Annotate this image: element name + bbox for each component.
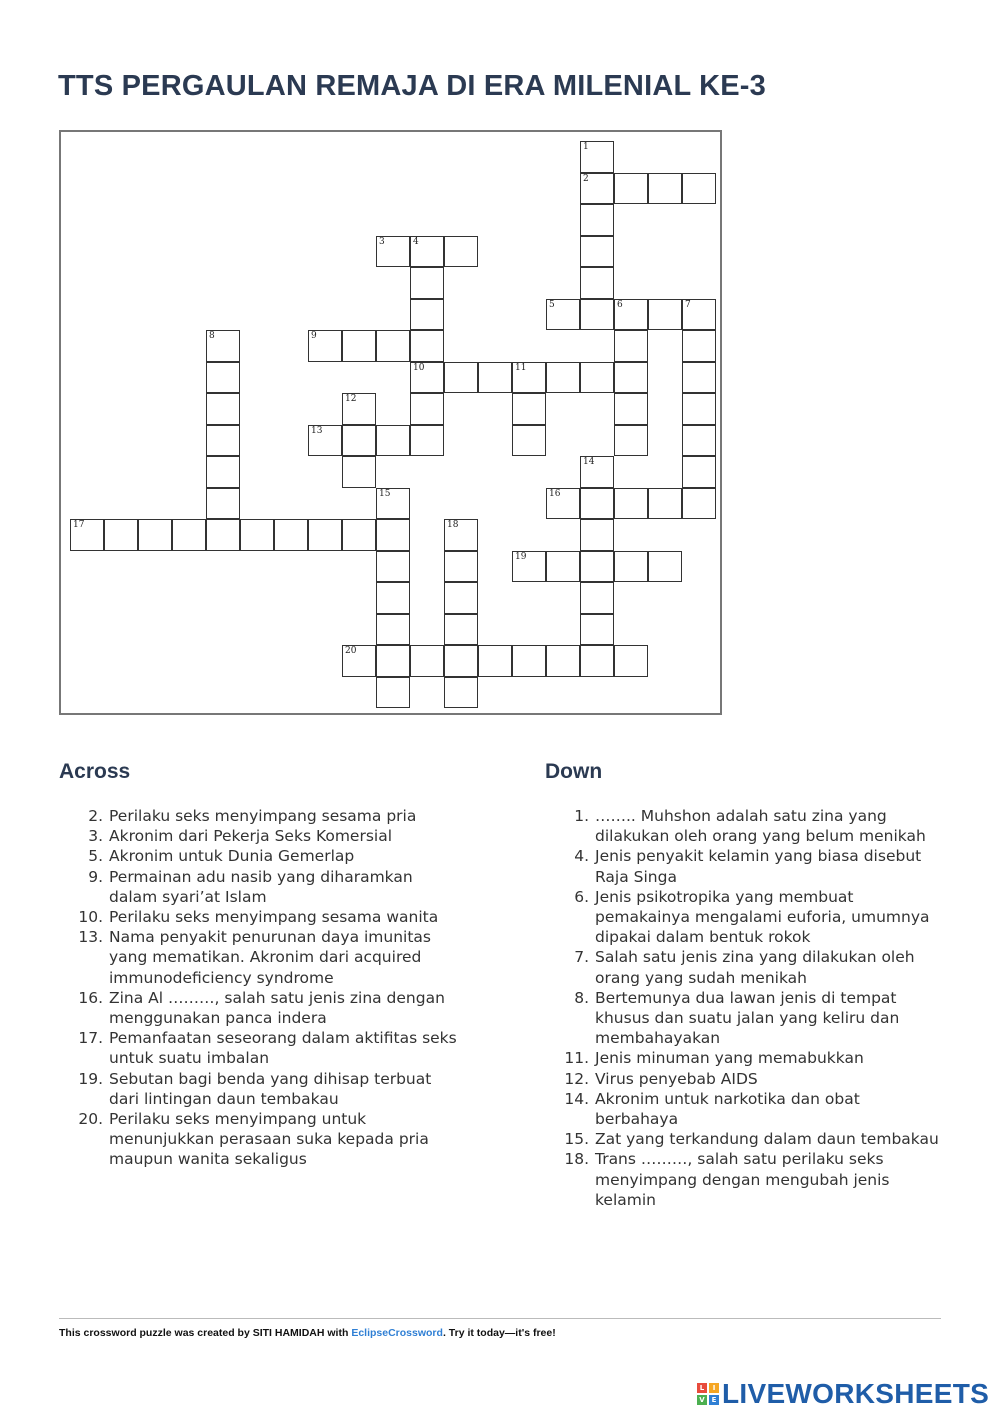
clue-number: 1.: [574, 807, 589, 825]
clue-text: Perilaku seks menyimpang sesama wanita: [109, 908, 439, 927]
clue-text: Akronim dari Pekerja Seks Komersial: [109, 827, 393, 846]
down-heading: Down: [545, 760, 603, 783]
clue-number: 5: [549, 299, 555, 310]
clue-number: 2: [583, 173, 589, 184]
crossword-cell[interactable]: [444, 614, 478, 646]
crossword-cell[interactable]: [206, 362, 240, 394]
crossword-cell[interactable]: [580, 236, 614, 268]
crossword-cell[interactable]: [308, 519, 342, 551]
crossword-cell[interactable]: [580, 267, 614, 299]
crossword-cell[interactable]: [580, 519, 614, 551]
crossword-cell[interactable]: [444, 519, 478, 551]
crossword-cell[interactable]: [444, 551, 478, 583]
crossword-cell[interactable]: [580, 614, 614, 646]
clue-text: Jenis psikotropika yang membuat pemakainya mengalami euforia, umumnya dipakai dalam bentuk rokok: [595, 887, 930, 947]
crossword-cell[interactable]: [444, 582, 478, 614]
clue-number: 19: [515, 551, 527, 562]
crossword-cell[interactable]: [614, 362, 648, 394]
footer-credit: [59, 1327, 556, 1339]
clue-text: Perilaku seks menyimpang sesama pria: [109, 807, 417, 825]
clue-text: Akronim untuk Dunia Gemerlap: [109, 847, 355, 866]
crossword-cell[interactable]: [206, 393, 240, 425]
crossword-cell[interactable]: [512, 362, 546, 394]
crossword-cell[interactable]: [342, 645, 376, 677]
crossword-cell[interactable]: [546, 299, 580, 331]
clue-number: 3: [379, 236, 385, 247]
across-clue: [59, 867, 459, 907]
clue-number: 6: [617, 299, 623, 310]
crossword-cell[interactable]: [376, 236, 410, 268]
crossword-cell[interactable]: [580, 299, 614, 331]
crossword-cell[interactable]: [512, 645, 546, 677]
page-title: TTS PERGAULAN REMAJA DI ERA MILENIAL KE-3: [58, 70, 766, 102]
clue-text: Zina Al ………, salah satu jenis zina dengan menggunakan panca indera: [109, 988, 445, 1028]
crossword-cell[interactable]: [410, 425, 444, 457]
crossword-cell[interactable]: [512, 551, 546, 583]
crossword-cell[interactable]: [342, 393, 376, 425]
across-clue: [59, 988, 459, 1028]
crossword-cell[interactable]: [648, 173, 682, 205]
crossword-cell[interactable]: [512, 393, 546, 425]
clue-number: 7.: [574, 948, 589, 967]
across-clue-list: [59, 806, 459, 1170]
live-badge-icon: [697, 1383, 719, 1405]
crossword-cell[interactable]: [580, 173, 614, 205]
crossword-cell[interactable]: [614, 299, 648, 331]
across-clue: [59, 907, 459, 927]
clue-number: 7: [685, 299, 691, 310]
clue-number: 1: [583, 142, 589, 152]
clue-number: 5.: [88, 847, 103, 866]
crossword-cell[interactable]: [342, 456, 376, 488]
crossword-cell[interactable]: [580, 645, 614, 677]
clue-number: 8.: [574, 988, 589, 1007]
crossword-cell[interactable]: [240, 519, 274, 551]
clue-number: 17.: [78, 1029, 103, 1048]
crossword-cell[interactable]: [478, 362, 512, 394]
crossword-cell[interactable]: [580, 456, 614, 488]
clue-text: Jenis penyakit kelamin yang biasa disebut Raja Singa: [595, 847, 922, 886]
down-clue: [545, 947, 945, 987]
down-clue: [545, 1129, 945, 1149]
crossword-cell[interactable]: [648, 488, 682, 520]
down-clue: [545, 1048, 945, 1068]
credit-text-post: . Try it today—it's free!: [442, 1327, 556, 1339]
crossword-cell[interactable]: [682, 362, 716, 394]
clue-number: 10: [413, 362, 425, 373]
crossword-cell[interactable]: [444, 645, 478, 677]
crossword-cell[interactable]: [410, 267, 444, 299]
brand-name: LIVEWORKSHEETS: [722, 1378, 990, 1409]
crossword-cell[interactable]: [308, 330, 342, 362]
crossword-cell[interactable]: [546, 551, 580, 583]
badge-letter: I: [709, 1383, 719, 1393]
clue-number: 4: [413, 236, 419, 247]
down-clue: [545, 1149, 945, 1210]
clue-number: 14.: [564, 1089, 589, 1108]
down-clue: [545, 846, 945, 886]
crossword-cell[interactable]: [376, 614, 410, 646]
clue-text: Pemanfaatan seseorang dalam aktifitas seks untuk suatu imbalan: [109, 1029, 457, 1068]
liveworksheets-logo[interactable]: [697, 1378, 989, 1410]
crossword-cell[interactable]: [512, 425, 546, 457]
crossword-cell[interactable]: [580, 141, 614, 173]
clue-number: 9: [311, 331, 317, 341]
crossword-cell[interactable]: [614, 488, 648, 520]
crossword-cell[interactable]: [342, 330, 376, 362]
crossword-cell[interactable]: [546, 488, 580, 520]
crossword-cell[interactable]: [376, 488, 410, 520]
crossword-cell[interactable]: [376, 677, 410, 709]
crossword-cell[interactable]: [682, 330, 716, 362]
crossword-cell[interactable]: [478, 645, 512, 677]
clue-number: 13: [311, 425, 323, 436]
clue-number: 15: [379, 488, 391, 499]
crossword-cell[interactable]: [104, 519, 138, 551]
clue-number: 12.: [564, 1069, 589, 1088]
clue-number: 2.: [88, 807, 103, 825]
crossword-cell[interactable]: [206, 456, 240, 488]
down-clue: [545, 1089, 945, 1129]
across-clue: [59, 1028, 459, 1068]
crossword-cell[interactable]: [580, 362, 614, 394]
crossword-cell[interactable]: [580, 582, 614, 614]
crossword-cell[interactable]: [342, 519, 376, 551]
crossword-cell[interactable]: [682, 393, 716, 425]
clue-number: 6.: [574, 887, 589, 906]
crossword-cell[interactable]: [546, 645, 580, 677]
clue-number: 9.: [88, 867, 103, 886]
clue-text: …….. Muhshon adalah satu zina yang dilakukan oleh orang yang belum menikah: [595, 807, 926, 846]
crossword-cell[interactable]: [206, 519, 240, 551]
across-heading: Across: [59, 760, 131, 783]
crossword-cell[interactable]: [682, 299, 716, 331]
crossword-cell[interactable]: [444, 677, 478, 709]
clue-number: 16: [549, 488, 561, 499]
footer-divider: [59, 1318, 941, 1319]
crossword-cell[interactable]: [580, 488, 614, 520]
crossword-cell[interactable]: [410, 362, 444, 394]
crossword-cell[interactable]: [410, 330, 444, 362]
crossword-cell[interactable]: [376, 582, 410, 614]
down-clue: [545, 887, 945, 948]
clue-number: 17: [73, 520, 85, 530]
crossword-cell[interactable]: [410, 645, 444, 677]
clue-text: Sebutan bagi benda yang dihisap terbuat dari lintingan daun tembakau: [109, 1069, 432, 1108]
crossword-grid: [59, 130, 722, 715]
credit-text-pre: This crossword puzzle was created by SITI HAMIDAH with: [59, 1327, 352, 1339]
crossword-cell[interactable]: [376, 425, 410, 457]
crossword-cell[interactable]: [410, 236, 444, 268]
clue-text: Zat yang terkandung dalam daun tembakau: [595, 1130, 939, 1149]
crossword-cell[interactable]: [580, 204, 614, 236]
badge-letter: L: [697, 1383, 707, 1393]
clue-number: 13.: [78, 928, 103, 947]
crossword-cell[interactable]: [410, 299, 444, 331]
crossword-cell[interactable]: [206, 425, 240, 457]
crossword-cell[interactable]: [308, 425, 342, 457]
clue-number: 8: [209, 331, 215, 341]
crossword-cell[interactable]: [342, 425, 376, 457]
crossword-cell[interactable]: [614, 330, 648, 362]
across-clue: [59, 846, 459, 866]
clue-text: Salah satu jenis zina yang dilakukan oleh orang yang sudah menikah: [595, 948, 915, 987]
crossword-cell[interactable]: [206, 330, 240, 362]
crossword-cell[interactable]: [614, 393, 648, 425]
clue-number: 11.: [564, 1049, 589, 1068]
crossword-cell[interactable]: [648, 551, 682, 583]
clue-number: 18: [447, 520, 459, 530]
down-clue-list: [545, 806, 945, 1210]
crossword-cell[interactable]: [546, 362, 580, 394]
across-clue: [59, 927, 459, 988]
down-clue: [545, 806, 945, 846]
crossword-cell[interactable]: [376, 519, 410, 551]
eclipsecrossword-link[interactable]: EclipseCrossword: [351, 1327, 443, 1339]
crossword-cell[interactable]: [206, 488, 240, 520]
crossword-cell[interactable]: [614, 425, 648, 457]
clue-number: 20: [345, 646, 357, 656]
crossword-cell[interactable]: [682, 425, 716, 457]
clue-text: Bertemunya dua lawan jenis di tempat khusus dan suatu jalan yang keliru dan membahayakan: [595, 988, 900, 1048]
down-clue: [545, 1069, 945, 1089]
crossword-cell[interactable]: [682, 173, 716, 205]
crossword-cell[interactable]: [614, 173, 648, 205]
crossword-cell[interactable]: [444, 236, 478, 268]
crossword-cell[interactable]: [682, 488, 716, 520]
crossword-cell[interactable]: [614, 551, 648, 583]
clue-number: 19.: [78, 1069, 103, 1088]
clue-number: 15.: [564, 1130, 589, 1149]
crossword-cell[interactable]: [274, 519, 308, 551]
across-clue: [59, 826, 459, 846]
crossword-cell[interactable]: [444, 362, 478, 394]
badge-letter: E: [709, 1395, 719, 1405]
across-clue: [59, 806, 459, 826]
down-clue: [545, 988, 945, 1049]
crossword-cell[interactable]: [172, 519, 206, 551]
crossword-cell[interactable]: [70, 519, 104, 551]
clue-number: 3.: [88, 827, 103, 846]
crossword-cell[interactable]: [580, 551, 614, 583]
clue-number: 11: [515, 362, 527, 373]
clue-text: Trans ………, salah satu perilaku seks menyimpang dengan mengubah jenis kelamin: [595, 1150, 890, 1209]
clue-text: Perilaku seks menyimpang untuk menunjukkan perasaan suka kepada pria maupun wanita sekaligus: [109, 1110, 429, 1169]
clue-text: Permainan adu nasib yang diharamkan dalam syari’at Islam: [109, 867, 413, 906]
clue-number: 14: [583, 457, 595, 467]
clue-text: Jenis minuman yang memabukkan: [595, 1049, 864, 1068]
crossword-cell[interactable]: [138, 519, 172, 551]
crossword-cell[interactable]: [648, 299, 682, 331]
across-clue: [59, 1109, 459, 1170]
crossword-cell[interactable]: [376, 330, 410, 362]
clue-text: Akronim untuk narkotika dan obat berbahaya: [595, 1089, 860, 1129]
across-clue: [59, 1069, 459, 1109]
badge-letter: V: [697, 1395, 707, 1405]
crossword-cell[interactable]: [682, 456, 716, 488]
crossword-cell[interactable]: [376, 551, 410, 583]
clue-number: 10.: [78, 908, 103, 927]
clue-number: 12: [345, 394, 357, 404]
clue-number: 4.: [574, 847, 589, 866]
clue-number: 20.: [78, 1110, 103, 1129]
crossword-cell[interactable]: [614, 645, 648, 677]
crossword-cell[interactable]: [410, 393, 444, 425]
clue-number: 18.: [564, 1150, 589, 1169]
clue-number: 16.: [78, 988, 103, 1007]
crossword-cell[interactable]: [376, 645, 410, 677]
clue-text: Virus penyebab AIDS: [595, 1069, 758, 1088]
clue-text: Nama penyakit penurunan daya imunitas yang mematikan. Akronim dari acquired immunodeficiency syndrome: [109, 928, 432, 987]
